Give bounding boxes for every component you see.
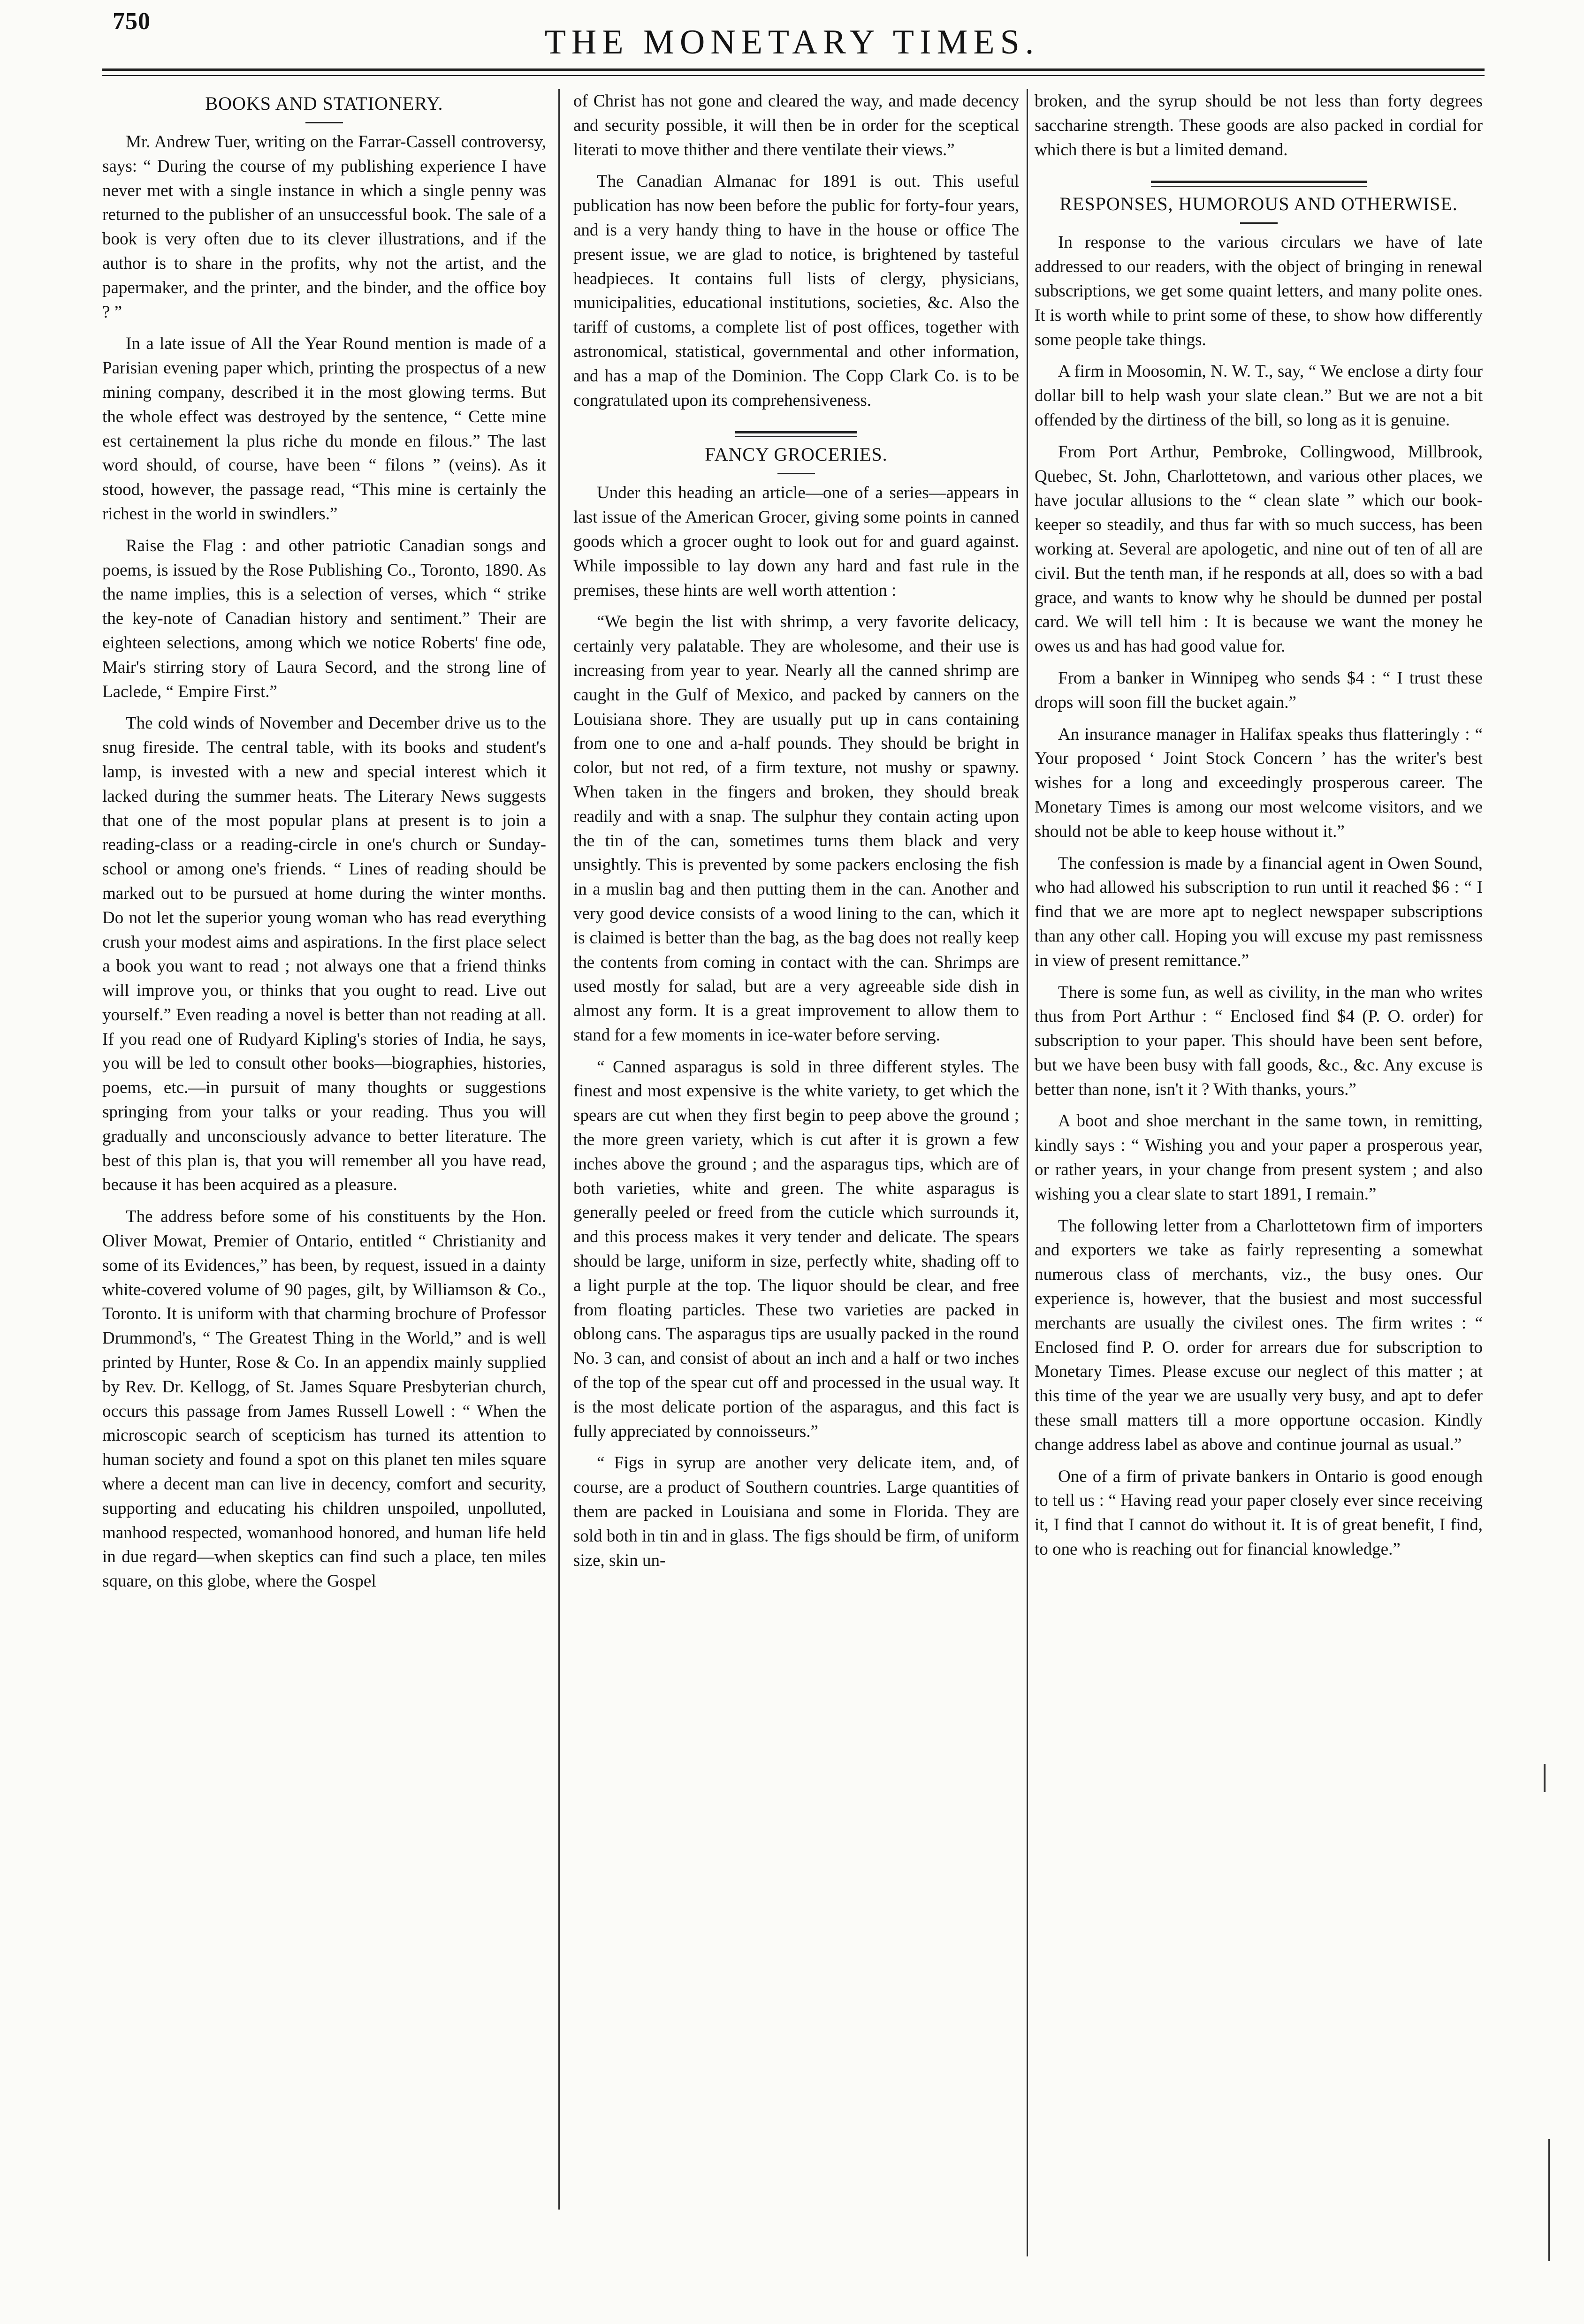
paragraph: In response to the various circulars we have of late addressed to our readers, with the object of bringing in renewal subscriptions, we get some quaint letters, and many polite ones. It is worth while to print some of these, to show how differently some people take things. [1035,233,1483,349]
column-divider-1 [558,89,560,2210]
section-title-responses: RESPONSES, HUMOROUS AND OTHERWISE. [1059,193,1458,215]
title-rule [777,473,815,474]
paragraph: The cold winds of November and December drive us to the snug fireside. The central table, with its books and student's lamp, is invested with a new and special interest which it lacked during the summer heats. The Literary News suggests that one of the most popular plans at present is to join a reading-class or a reading-circle in one's church or Sunday-school or among one's friends. “ Lines of reading should be marked out to be pursued at home during the winter months. Do not let the superior young woman who has read everything crush your modest aims and aspirations. In the first place select a book you want to read ; not always one that a friend thinks will improve you, or thinks that you ought to read. Live out yourself.” Even reading a novel is better than not reading at all. If you read one of Rudyard Kipling's stories of India, he says, you will be led to consult other books—biographies, histories, poems, etc.—in pursuit of many thoughts or suggestions springing from your talks or your reading. Thus you will gradually and unconsciously advance to better literature. The best of this plan is, that you will remember all you have read, because it has been acquired as a pleasure. [102,714,546,1195]
paragraph: “ Figs in syrup are another very delicate item, and, of course, are a product of Southern countries. Large quantities of them are packed in Louisiana and some in Florida. They are sold both in tin and in glass. The figs should be firm, of uniform size, skin un- [573,1453,1019,1570]
paragraph: “We begin the list with shrimp, a very favorite delicacy, certainly very palatable. They are wholesome, and their use is increasing from year to year. Nearly all the canned shrimp are caught in the Gulf of Mexico, and packed by canners on the Louisiana shore. They are usually put up in cans containing from one to one and a-half pounds. They should be bright in color, but not red, of a firm texture, not mushy or spawny. When taken in the fingers and broken, they should break readily and with a snap. The sulphur they contain acting upon the tin of the can, sometimes turns them black and very unsightly. This is prevented by some packers enclosing the fish in a muslin bag and then putting them in the can. Another and very good device consists of a wood lining to the can, which it is claimed is better than the bag, as the bag does not really keep the contents from coming in contact with the can. Shrimps are used mostly for salad, but are a very agreeable side dish in almost any form. It is a great improvement to allow them to stand for a few moments in ice-water before serving. [573,612,1019,1045]
paragraph: “ Canned asparagus is sold in three different styles. The finest and most expensive is the white variety, to get which the spears are cut when they first begin to peep above the ground ; the more green variety, which is cut after it is grown a few inches above the ground ; and the asparagus tips, which are of both varieties, white and green. The white asparagus is generally peeled or freed from the cuticle which surrounds it, and this process makes it very tender and delicate. The spears should be large, uniform in size, perfectly white, shading off to a light purple at the top. The liquor should be clear, and free from floating particles. These two varieties are packed in oblong cans. The asparagus tips are usually packed in the round No. 3 can, and consist of about an inch and a half or two inches of the top of the spear cut off and processed in the usual way. It is the most delicate portion of the asparagus, and this fact is fully appreciated by connoisseurs.” [573,1057,1019,1441]
paragraph: There is some fun, as well as civility, in the man who writes thus from Port Arthur : “ Enclosed find $4 (P. O. order) for subscription to your paper. This should have been sent before, but we have been busy with fall goods, &c., &c. Any excuse is better than none, isn't it ? With thanks, yours.” [1035,982,1483,1099]
paragraph: Raise the Flag : and other patriotic Canadian songs and poems, is issued by the Rose Publishing Co., Toronto, 1890. As the name implies, this is a selection of verses, which “ strike the key-note of Canadian history and sentiment.” Their are eighteen selections, among which we notice Roberts' fine ode, Mair's stirring story of Laura Secord, and the strong line of Laclede, “ Empire First.” [102,536,546,701]
page-number: 750 [113,8,151,35]
paragraph: One of a firm of private bankers in Ontario is good enough to tell us : “ Having read your paper closely ever since receiving it, I find that I cannot do without it. It is of great benefit, I find, to one who is reaching out for financial knowledge.” [1035,1466,1483,1559]
paragraph: An insurance manager in Halifax speaks thus flatteringly : “ Your proposed ‘ Joint Stock Concern ’ has the writer's best wishes for a long and exceedingly prosperous career. The Monetary Times is among our most welcome visitors, and we should not be able to keep house without it.” [1035,724,1483,841]
column-books-and-stationery [102,89,546,2315]
header-rule-thick [102,68,1485,71]
column-fancy-groceries [573,89,1019,2315]
paragraph: The following letter from a Charlottetown firm of importers and exporters we take as fairly representing a somewhat numerous class of merchants, viz., the busy ones. Our experience is, however, that the busiest and most successful merchants are usually the civilest ones. The firm writes : “ Enclosed find P. O. order for arrears due for subscription to Monetary Times. Please excuse our neglect of this matter ; at this time of the year we are usually very busy, and apt to defer these small matters till a more opportune occasion. Kindly change address label as above and continue journal as usual.” [1035,1216,1483,1454]
paragraph: From a banker in Winnipeg who sends $4 : “ I trust these drops will soon fill the bucket again.” [1035,668,1483,712]
paragraph-continued: broken, and the syrup should be not less than forty degrees saccharine strength. These goods are also packed in cordial for which there is but a limited demand. [1035,91,1483,159]
paragraph-continued: of Christ has not gone and cleared the way, and made decency and security possible, it will then be in order for the sceptical literati to move thither and there ventilate their views.” [573,91,1019,159]
paragraph: A boot and shoe merchant in the same town, in remitting, kindly says : “ Wishing you and your paper a prosperous year, or rather years, in your change from present system ; and also wishing you a clear slate to start 1891, I remain.” [1035,1111,1483,1204]
title-rule [305,122,343,123]
section-divider [1151,181,1367,187]
masthead-title: THE MONETARY TIMES. [544,23,1040,61]
paragraph: A firm in Moosomin, N. W. T., say, “ We enclose a dirty four dollar bill to help wash your slate clean.” But we are not a bit offended by the dirtiness of the bill, so long as it is genuine. [1035,362,1483,430]
paragraph: From Port Arthur, Pembroke, Collingwood, Millbrook, Quebec, St. John, Charlottetown, and various other places, we have jocular allusions to the “ clean slate ” which our book-keeper so steadily, and thus far with so much success, has been working at. Several are apologetic, and nine out of ten of all are civil. But the tenth man, if he responds at all, does so with a bad grace, and wants to know why he should be dunned per postal card. We will tell him : It is because we want the money he owes us and has had good value for. [1035,442,1483,656]
page-header [0,0,1584,70]
column-responses [1035,89,1483,2315]
title-rule [1240,222,1278,224]
paragraph: The confession is made by a financial agent in Owen Sound, who had allowed his subscription to run until it reached $6 : “ I find that we are more apt to neglect newspaper subscriptions than any other call. Hoping you will excuse my past remissness in view of present remittance.” [1035,853,1483,970]
section-title-fancy-groceries: FANCY GROCERIES. [705,444,888,465]
paragraph: Under this heading an article—one of a series—appears in last issue of the American Grocer, giving some points in canned goods which a grocer ought to look out for and guard against. While impossible to lay down any hard and fast rule in the premises, these hints are well worth attention : [573,483,1019,600]
column-divider-2 [1027,89,1028,2256]
paragraph: The Canadian Almanac for 1891 is out. This useful publication has now been before the public for forty-four years, and is a very handy thing to have in the house or office The present issue, we are glad to notice, is brightened by tasteful headpieces. It contains full lists of clergy, physicians, municipalities, educational institutions, societies, &c. Also the tariff of customs, a complete list of post offices, together with astronomical, statistical, governmental and other information, and has a map of the Dominion. The Copp Clark Co. is to be congratulated upon its comprehensiveness. [573,172,1019,410]
scan-edge-mark [1544,1764,1546,1792]
paragraph: Mr. Andrew Tuer, writing on the Farrar-Cassell controversy, says: “ During the course of my publishing experience I have never met with a single instance in which a single penny was returned to the publisher of an unsuccessful book. The sale of a book is very often due to its clever illustrations, and if the author is to share in the profits, why not the artist, and the papermaker, and the printer, and the binder, and the office boy ? ” [102,132,546,322]
section-divider [735,431,857,437]
paragraph: The address before some of his constituents by the Hon. Oliver Mowat, Premier of Ontario, entitled “ Christianity and some of its Evidences,” has been, by request, issued in a dainty white-covered volume of 90 pages, gilt, by Williamson & Co., Toronto. It is uniform with that charming brochure of Professor Drummond's, “ The Greatest Thing in the World,” and is well printed by Hunter, Rose & Co. In an appendix mainly supplied by Rev. Dr. Kellogg, of St. James Square Presbyterian church, occurs this passage from James Russell Lowell : “ When the microscopic search of scepticism has turned its attention to human society and found a spot on this planet ten miles square where a decent man can live in decency, comfort and security, supporting and educating his children unspoiled, unpolluted, manhood respected, womanhood honored, and human life held in due regard—when skeptics can find such a place, ten miles square, on this globe, where the Gospel [102,1207,546,1591]
section-title-books-stationery: BOOKS AND STATIONERY. [205,93,443,114]
scan-edge-mark [1548,2139,1550,2261]
header-rule-thin [102,75,1485,76]
paragraph: In a late issue of All the Year Round mention is made of a Parisian evening paper which, printing the prospectus of a new mining company, described it in the most glowing terms. But the whole effect was destroyed by the sentence, “ Cette mine est certainement la plus riche du monde en filous.” The last word should, of course, have been “ filons ” (veins). As it stood, however, the passage read, “This mine is certainly the richest in the world in swindlers.” [102,334,546,524]
